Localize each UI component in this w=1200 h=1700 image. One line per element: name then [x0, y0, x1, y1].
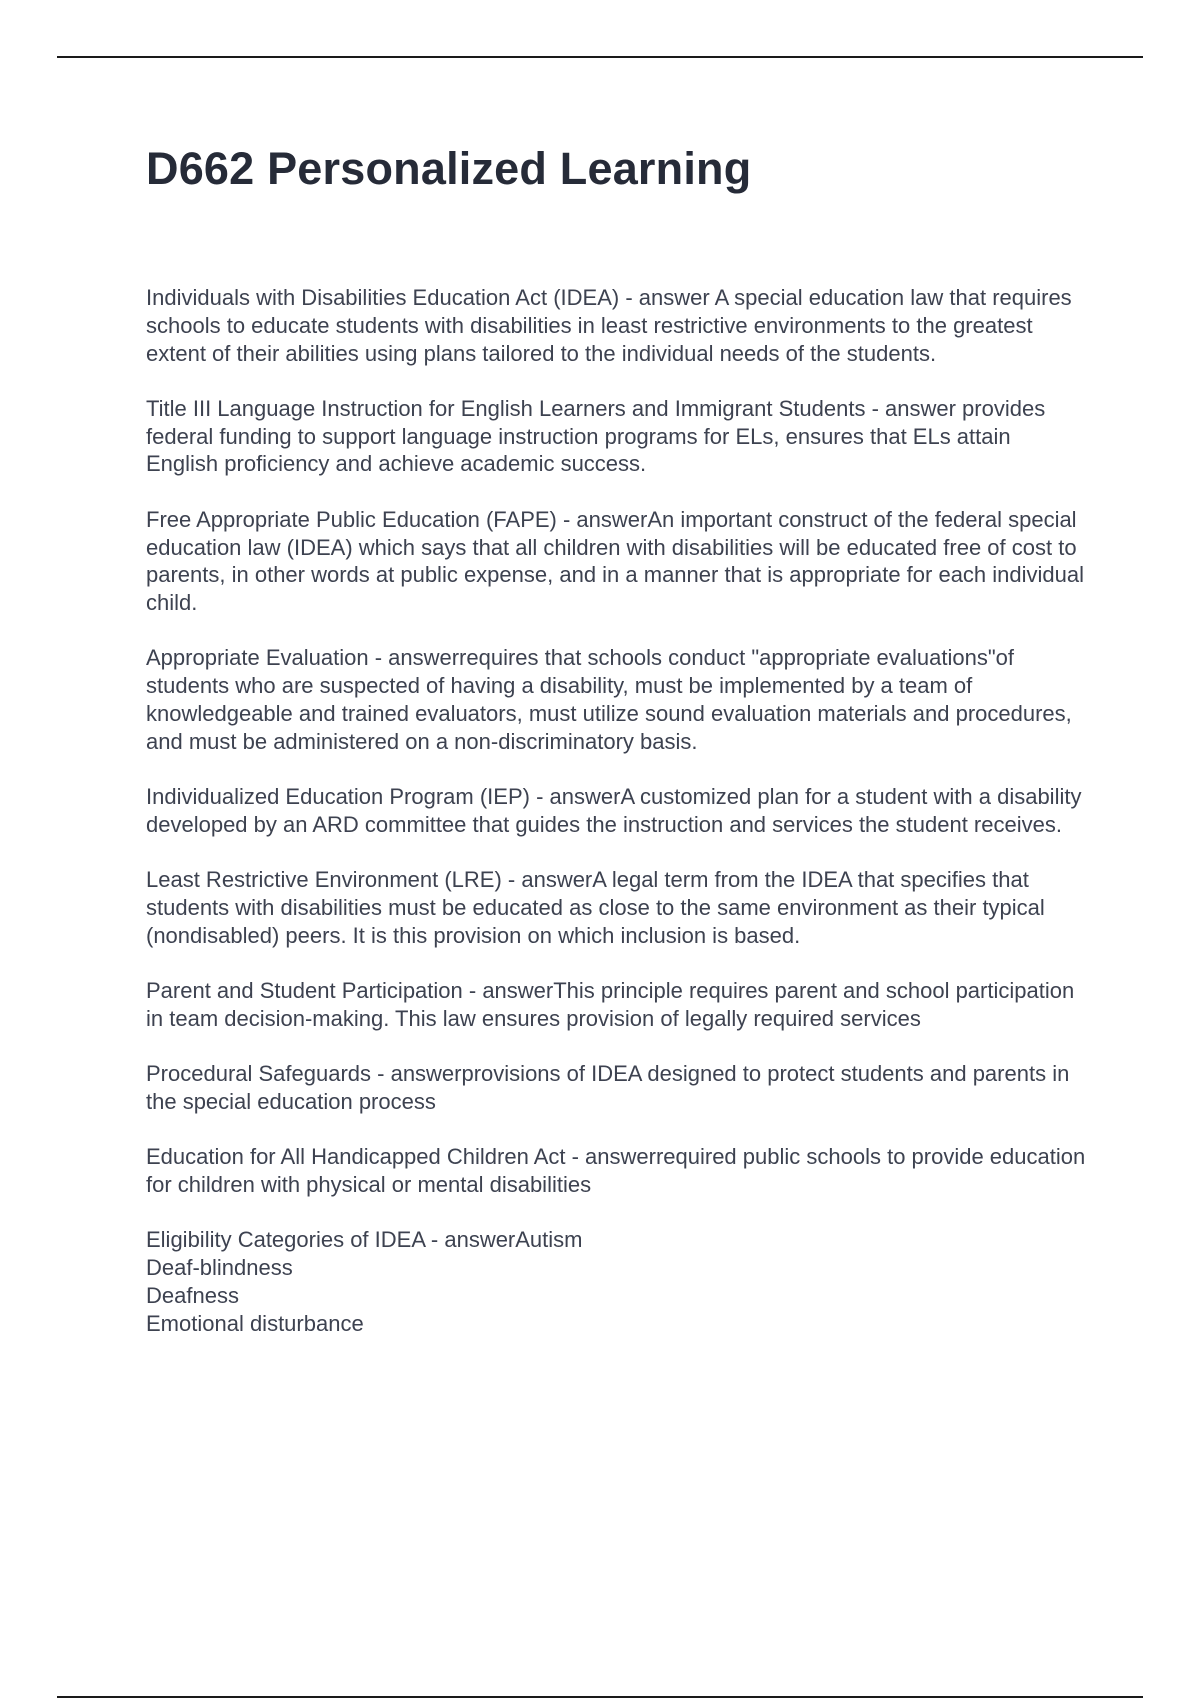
entry-appropriate-evaluation: Appropriate Evaluation - answerrequires that schools conduct "appropriate evaluations"of students who are suspected of having a disability, must be implemented by a team of knowledgeable and trained evaluators, must utilize sound evaluation materials and procedures, and must be administered on a non-discriminatory basis.: [146, 645, 1072, 754]
entry-title-iii: Title III Language Instruction for English Learners and Immigrant Students - answer provides federal funding to support language instruction programs for ELs, ensures that ELs attain English proficiency and achieve academic success.: [146, 395, 1046, 477]
eligibility-item: Deaf-blindness: [146, 1255, 293, 1281]
eligibility-heading: Eligibility Categories of IDEA - answerAutism: [146, 1227, 583, 1253]
entry-eahca: Education for All Handicapped Children Act - answerrequired public schools to provide education for children with physical or mental disabilities: [146, 1144, 1086, 1198]
entry-idea: Individuals with Disabilities Education Act (IDEA) - answer A special education law that requires schools to educate students with disabilities in least restrictive environments to the greatest extent of their abilities using plans tailored to the individual needs of the students.: [146, 285, 1072, 366]
entry-eligibility-categories: [146, 1226, 1086, 1337]
page-title: D662 Personalized Learning: [146, 143, 752, 194]
top-rule: [57, 56, 1143, 58]
bottom-rule: [57, 1696, 1143, 1698]
entry-procedural-safeguards: Procedural Safeguards - answerprovisions of IDEA designed to protect students and parents in the special education process: [146, 1061, 1070, 1115]
entry-iep: Individualized Education Program (IEP) - answerA customized plan for a student with a disability developed by an ARD committee that guides the instruction and services the student receives.: [146, 784, 1082, 837]
eligibility-item: Emotional disturbance: [146, 1310, 364, 1336]
entry-parent-student-participation: Parent and Student Participation - answerThis principle requires parent and school participation in team decision-making. This law ensures provision of legally required services: [146, 978, 1075, 1031]
entry-fape: Free Appropriate Public Education (FAPE) - answerAn important construct of the federal special education law (IDEA) which says that all children with disabilities will be educated free of cost to parents, in other words at public expense, and in a manner that is appropriate for each individual child.: [146, 506, 1085, 616]
eligibility-item: Deafness: [146, 1283, 239, 1309]
document-body: [146, 284, 1086, 1365]
entry-lre: Least Restrictive Environment (LRE) - answerA legal term from the IDEA that specifies that students with disabilities must be educated as close to the same environment as their typical (nondisabled) peers. It is this provision on which inclusion is based.: [146, 867, 1045, 948]
